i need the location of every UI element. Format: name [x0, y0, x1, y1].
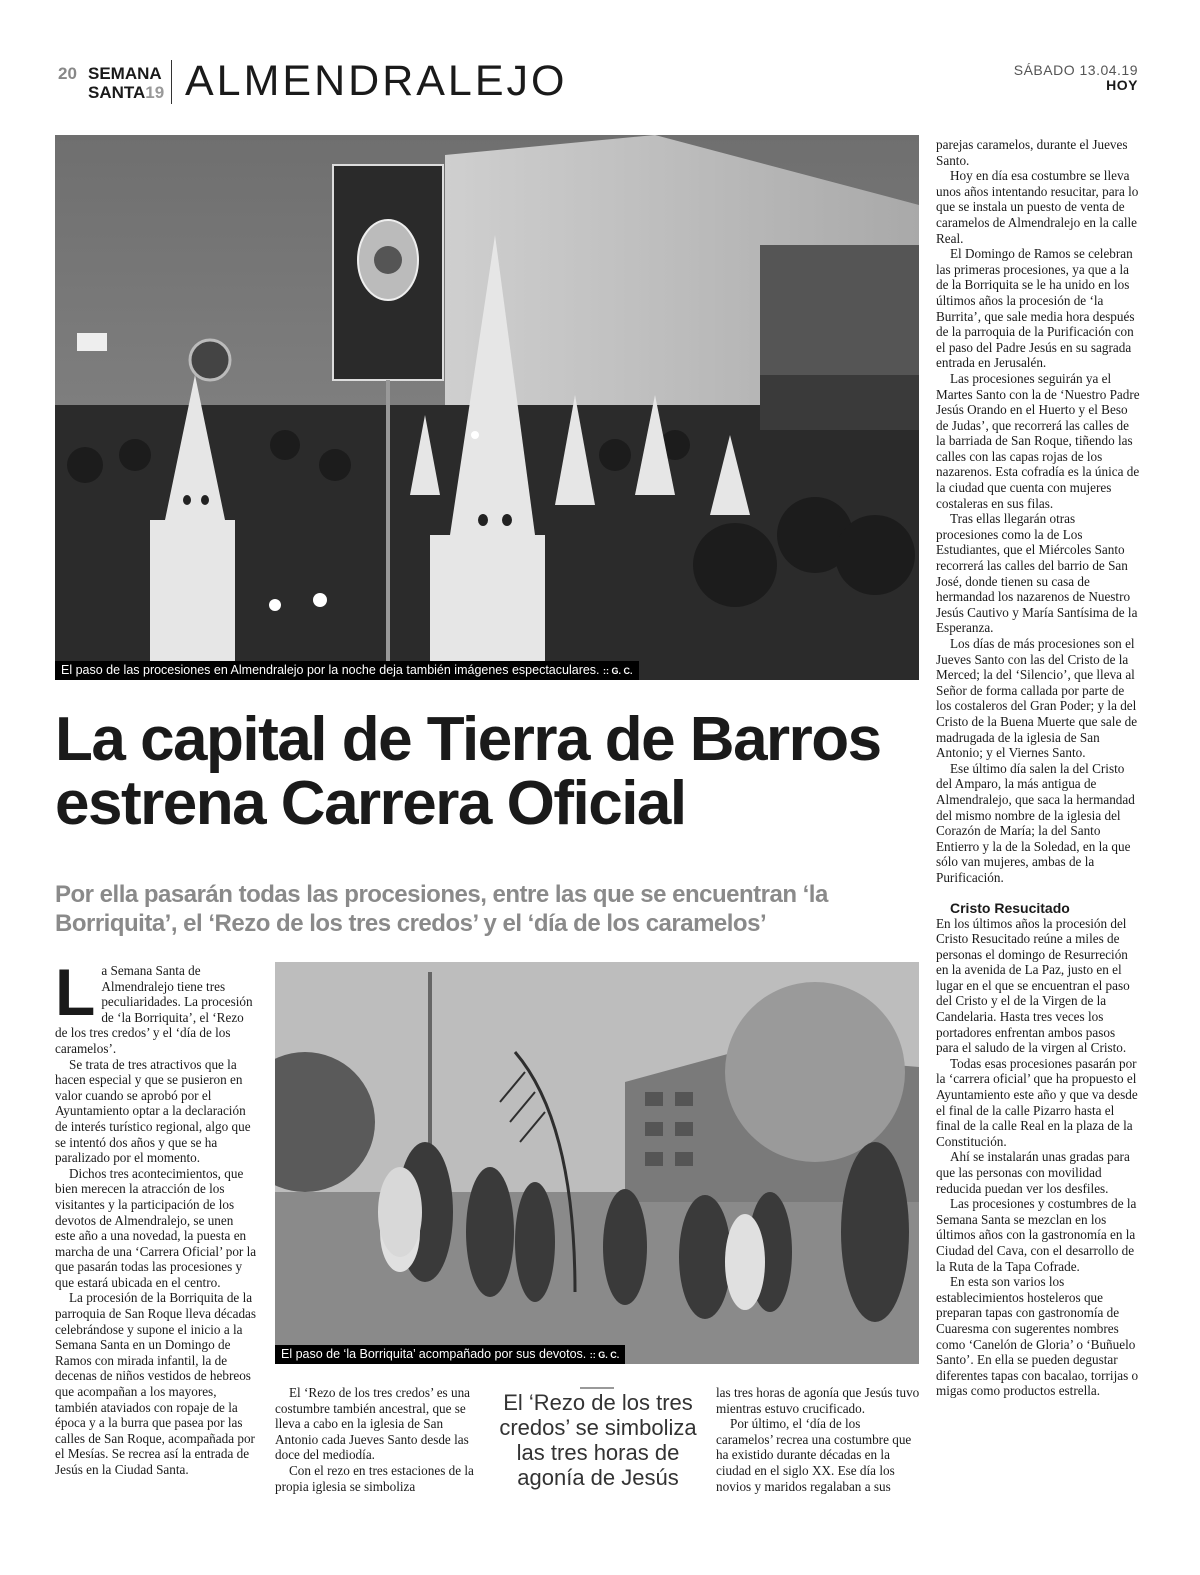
- section-year: 19: [145, 83, 165, 102]
- body-column-1: [55, 955, 257, 1478]
- issue-date: SÁBADO 13.04.19: [1013, 62, 1138, 78]
- paragraph: Ese último día salen la del Cristo del Amparo, la más antigua de Almendralejo, que saca la hermandad del mismo nombre de la iglesia del Corazón de María; la del Santo Entierro y la de la Soledad, en la que sólo van mujeres, ambas de la Purificación.: [936, 760, 1135, 885]
- photo-credit: :: G. C.: [589, 1350, 620, 1360]
- section-label: [88, 64, 164, 102]
- photo-procession-night: [55, 135, 919, 680]
- paragraph: En esta son varios los establecimientos hosteleros que preparan tapas con gastronomía de Cuaresma con sugerentes nombres como ‘Canelón de Gloria’ o ‘Buñuelo Santo’. En ella se pueden degustar diferentes tapas con bacalao, torrijas o migas como productos estrella.: [936, 1274, 1139, 1399]
- paragraph: Ahí se instalarán unas gradas para que las personas con movilidad reducida puedan ver los desfiles.: [936, 1149, 1130, 1196]
- pullquote: El ‘Rezo de los tres credos’ se simboliza las tres horas de agonía de Jesús: [499, 1390, 697, 1490]
- dropcap: L: [55, 955, 96, 1029]
- section-city: ALMENDRALEJO: [185, 57, 568, 105]
- headline: La capital de Tierra de Barros estrena Carrera Oficial: [55, 705, 881, 838]
- paragraph: Hoy en día esa costumbre se lleva unos años intentando resucitar, para lo que se instala un puesto de venta de caramelos de Almendralejo en la calle Real.: [936, 168, 1139, 246]
- paragraph: Dichos tres acontecimientos, que bien merecen la atracción de los visitantes y la participación de los devotos de Almendralejo, se unen este año a una novedad, la puesta en marcha de una ‘Carrera Oficial’ por la que pasarán todas las procesiones y que estará ubicada en el centro.: [55, 1165, 257, 1290]
- paragraph: las tres horas de agonía que Jesús tuvo mientras estuvo crucificado.: [716, 1385, 920, 1416]
- section-line2: SANTA: [88, 83, 146, 102]
- photo-image: [275, 962, 919, 1364]
- paragraph: Todas esas procesiones pasarán por la ‘carrera oficial’ que ha propuesto el Ayuntamiento este año y que va desde el final de la calle Pizarro hasta el final de la calle Real en la plaza de la Constitución.: [936, 1055, 1138, 1149]
- photo-borriquita: [275, 962, 919, 1364]
- subheadline: Por ella pasarán todas las procesiones, entre las que se encuentran ‘la Borriquita’, el ‘Rezo de los tres credos’ y el ‘día de los caramelos’: [55, 881, 828, 937]
- paragraph: En los últimos años la procesión del Cristo Resucitado reúne a miles de personas el domingo de Resurreción en la avenida de La Paz, justo en el lugar en el que se encuentran el paso del Cristo y el de la Virgen de la Candelaria. Hasta tres veces los portadores enfrentan ambos pasos para el saludo de la virgen al Cristo.: [936, 915, 1130, 1056]
- paragraph: Las procesiones seguirán ya el Martes Santo con la de ‘Nuestro Padre Jesús Orando en el Huerto y el Beso de Judas’, que recorrerá las calles de la barriada de San Roque, tiñendo las calles con las capas rojas de los nazarenos. Esta cofradía es la única de la ciudad que cuenta con mujeres costaleras en sus filas.: [936, 370, 1140, 511]
- photo-image: [55, 135, 919, 680]
- caption-text: El paso de ‘la Borriquita’ acompañado por sus devotos.: [281, 1347, 587, 1361]
- paragraph: Los días de más procesiones son el Jueves Santo con las del Cristo de la Merced; la del ‘Silencio’, que lleva al Señor de forma callada por parte de los costaleros del Gran Poder; y la del Cristo de la Buena Muerte que sale de madrugada de la iglesia de San Antonio; y el Viernes Santo.: [936, 636, 1138, 761]
- paragraph: Se trata de tres atractivos que la hacen especial y que se pusieron en valor cuando se aprobó por el Ayuntamiento optar a la declaración de interés turístico regional, algo que se intentó dos años y que se ha paralizado por el momento.: [55, 1056, 251, 1166]
- page-number: 20: [58, 64, 77, 83]
- paragraph: La procesión de la Borriquita de la parroquia de San Roque lleva décadas celebrándose y supone el inicio a la Semana Santa en un Domingo de Ramos con mirada infantil, la de decenas de niños vestidos de hebreos que acompañan a los mayores, también ataviados con ropaje de la época y a la burra que pasea por las calles de San Roque, acompañada por el Mesías. Se recrea así la entrada de Jesús en la Ciudad Santa.: [55, 1290, 257, 1477]
- paragraph: La Semana Santa de Almendralejo tiene tres peculiaridades. La procesión de ‘la Borriquita’, el ‘Rezo de los tres credos’ y el ‘día de los caramelos’.: [55, 955, 253, 1056]
- body-column-4: [936, 137, 1140, 1399]
- date-block: [1014, 63, 1138, 93]
- paragraph: El Domingo de Ramos se celebran las primeras procesiones, ya que a la de la Borriquita se le ha unido en los últimos años la procesión de ‘la Burrita’, que sale media hora después de la parroquia de la Purificación con el paso del Padre Jesús en su sagrada entrada en Jerusalén.: [936, 246, 1135, 371]
- paragraph: Tras ellas llegarán otras procesiones como la de Los Estudiantes, que el Miércoles Santo recorrerá las calles del barrio de San José, donde tienen su casa de hermandad los nazarenos de Nuestro Jesús Cautivo y María Santísima de la Esperanza.: [936, 511, 1138, 636]
- paragraph: El ‘Rezo de los tres credos’ es una costumbre también ancestral, que se lleva a cabo en la iglesia de San Antonio cada Jueves Santo desde las doce del mediodía.: [275, 1385, 471, 1463]
- paragraph: Con el rezo en tres estaciones de la propia iglesia se simboliza: [275, 1462, 474, 1494]
- section-line1: SEMANA: [88, 64, 162, 83]
- photo-caption: [275, 1345, 625, 1364]
- newspaper-name: HOY: [1106, 77, 1138, 93]
- header-divider: [171, 60, 172, 104]
- body-column-2: [275, 1385, 475, 1494]
- paragraph: Por último, el ‘día de los caramelos’ recrea una costumbre que ha existido durante décadas en la ciudad en el siglo XX. Ese día los novios y maridos regalaban a sus: [716, 1416, 912, 1494]
- photo-credit: :: G. C.: [603, 666, 633, 676]
- pullquote-rule: [580, 1387, 614, 1389]
- photo-caption: [55, 661, 639, 680]
- paragraph: Las procesiones y costumbres de la Semana Santa se mezclan en los últimos años con la gastronomía en la Ciudad del Cava, con el desarrollo de la Ruta de la Tapa Cofrade.: [936, 1196, 1137, 1274]
- caption-text: El paso de las procesiones en Almendralejo por la noche deja también imágenes espectaculares.: [61, 663, 600, 677]
- paragraph: parejas caramelos, durante el Jueves Santo.: [936, 137, 1128, 168]
- body-column-3: [716, 1385, 920, 1494]
- section-subhead: Cristo Resucitado: [950, 899, 1070, 916]
